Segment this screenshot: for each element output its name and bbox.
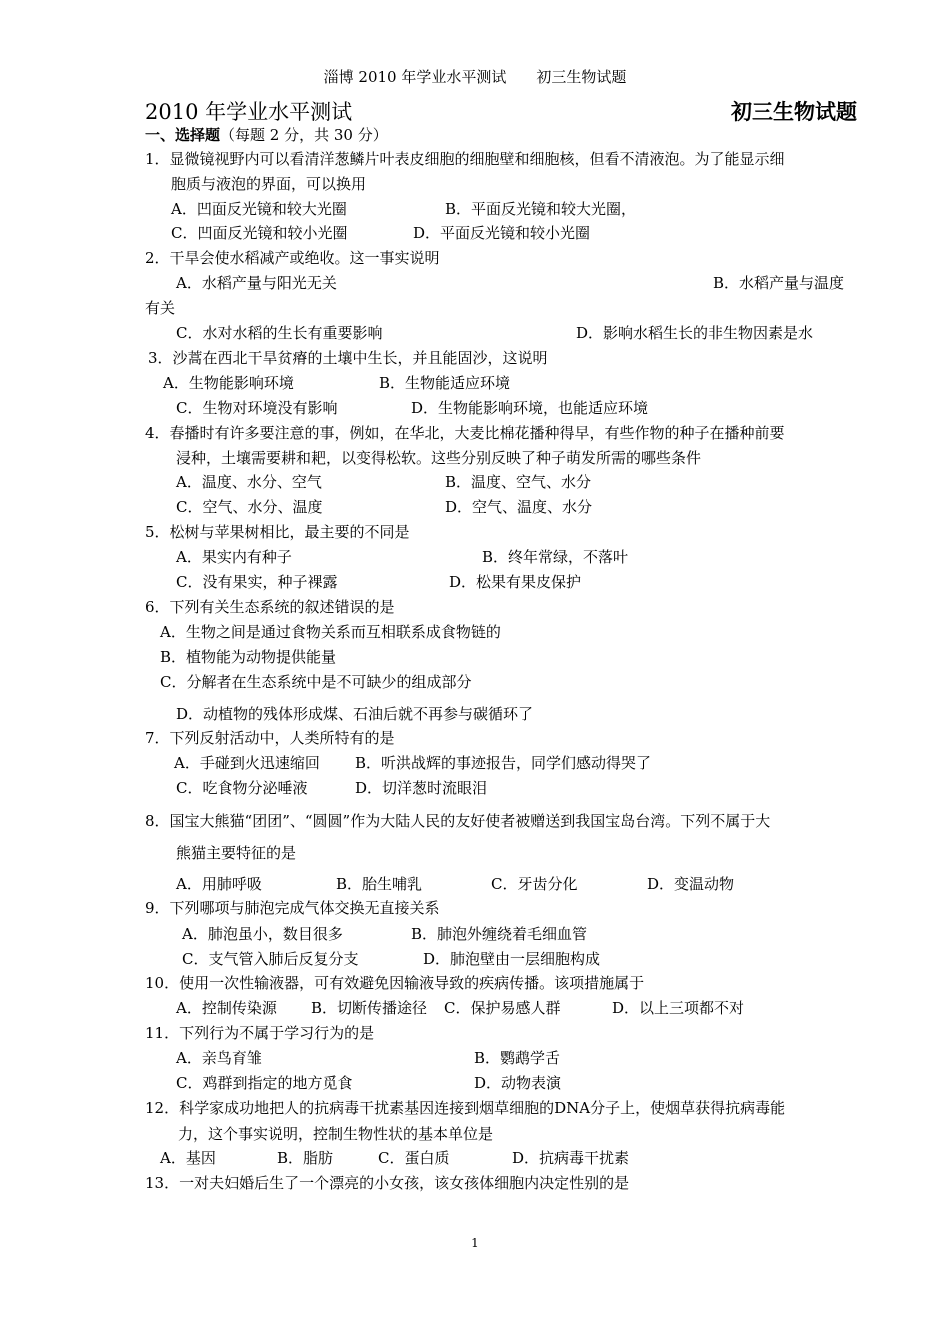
q11-option-b: B．鹦鹉学舌 (474, 1049, 561, 1067)
q7-option-a: A．手碰到火迅速缩回 (174, 754, 320, 772)
q4-option-d: D．空气、温度、水分 (445, 498, 593, 516)
q9-option-a: A．肺泡虽小，数目很多 (182, 925, 343, 943)
q7-option-b: B．听洪战辉的事迹报告，同学们感动得哭了 (355, 754, 652, 772)
q9-option-c: C．支气管入肺后反复分支 (182, 950, 359, 968)
page-header: 淄博 2010 年学业水平测试 初三生物试题 (323, 68, 627, 86)
q5-stem: 5．松树与苹果树相比，最主要的不同是 (145, 523, 410, 541)
q11-option-a: A．亲鸟育雏 (176, 1049, 262, 1067)
q12-option-d: D．抗病毒干扰素 (512, 1149, 630, 1167)
q6-option-b: B．植物能为动物提供能量 (160, 648, 337, 666)
q5-option-c: C．没有果实，种子裸露 (176, 573, 338, 591)
q8-option-c: C．牙齿分化 (491, 875, 578, 893)
q1-option-a: A．凹面反光镜和较大光圈 (171, 200, 347, 218)
q8-option-b: B．胎生哺乳 (336, 875, 423, 893)
q2-option-b-continued: 有关 (145, 299, 176, 317)
q9-stem: 9．下列哪项与肺泡完成气体交换无直接关系 (145, 899, 440, 917)
q7-option-c: C．吃食物分泌唾液 (176, 779, 308, 797)
q5-option-a: A．果实内有种子 (176, 548, 292, 566)
title-right: 初三生物试题 (731, 99, 857, 124)
q1-option-b: B．平面反光镜和较大光圈， (445, 200, 637, 218)
q9-option-b: B．肺泡外缠绕着毛细血管 (411, 925, 588, 943)
q12-option-b: B．脂肪 (277, 1149, 334, 1167)
q11-option-d: D．动物表演 (474, 1074, 562, 1092)
q13-stem: 13．一对夫妇婚后生了一个漂亮的小女孩，该女孩体细胞内决定性别的是 (145, 1174, 630, 1192)
q11-stem: 11．下列行为不属于学习行为的是 (145, 1024, 375, 1042)
q10-option-d: D．以上三项都不对 (612, 999, 745, 1017)
q3-option-b: B．生物能适应环境 (379, 374, 511, 392)
section-label: 一、选择题 (145, 126, 221, 144)
page-number: 1 (471, 1236, 479, 1250)
q3-option-a: A．生物能影响环境 (163, 374, 294, 392)
q2-stem: 2．干旱会使水稻减产或绝收。这一事实说明 (145, 249, 440, 267)
q12-stem-line2: 力，这个事实说明，控制生物性状的基本单位是 (178, 1125, 494, 1143)
section-note: （每题 2 分，共 30 分） (220, 126, 388, 144)
q4-stem-line1: 4．春播时有许多要注意的事，例如，在华北，大麦比棉花播种得早，有些作物的种子在播种前要 (145, 424, 785, 442)
q7-stem: 7．下列反射活动中，人类所特有的是 (145, 729, 395, 747)
q5-option-b: B．终年常绿，不落叶 (482, 548, 629, 566)
q12-stem-line1: 12．科学家成功地把人的抗病毒干扰素基因连接到烟草细胞的DNA分子上，使烟草获得抗病毒能 (145, 1099, 786, 1117)
exam-title (145, 96, 857, 126)
q1-option-c: C．凹面反光镜和较小光圈 (171, 224, 348, 242)
q7-option-d: D．切洋葱时流眼泪 (355, 779, 488, 797)
q8-option-a: A．用肺呼吸 (176, 875, 262, 893)
q10-option-a: A．控制传染源 (176, 999, 277, 1017)
q8-stem-line2: 熊猫主要特征的是 (176, 844, 297, 862)
section-heading (145, 125, 388, 145)
q6-option-a: A．生物之间是通过食物关系而互相联系成食物链的 (160, 623, 501, 641)
q6-option-c: C．分解者在生态系统中是不可缺少的组成部分 (160, 673, 472, 691)
q8-stem-line1: 8．国宝大熊猫“团团”、“圆圆”作为大陆人民的友好使者被赠送到我国宝岛台湾。下列不属于大 (145, 812, 771, 830)
q1-stem-line1: 1．显微镜视野内可以看清洋葱鳞片叶表皮细胞的细胞壁和细胞核，但看不清液泡。为了能显示细 (145, 150, 785, 168)
q2-option-a: A．水稻产量与阳光无关 (176, 274, 337, 292)
q11-option-c: C．鸡群到指定的地方觅食 (176, 1074, 353, 1092)
q1-option-d: D．平面反光镜和较小光圈 (413, 224, 591, 242)
q8-option-d: D．变温动物 (647, 875, 735, 893)
q4-option-b: B．温度、空气、水分 (445, 473, 592, 491)
q2-option-d: D．影响水稻生长的非生物因素是水 (576, 324, 814, 342)
q10-option-b: B．切断传播途径 (311, 999, 428, 1017)
title-left: 2010 年学业水平测试 (145, 100, 353, 124)
q2-option-b: B．水稻产量与温度 (713, 274, 845, 292)
q3-stem: 3．沙蒿在西北干旱贫瘠的土壤中生长，并且能固沙，这说明 (148, 349, 548, 367)
q3-option-c: C．生物对环境没有影响 (176, 399, 338, 417)
q9-option-d: D．肺泡壁由一层细胞构成 (423, 950, 601, 968)
q6-stem: 6．下列有关生态系统的叙述错误的是 (145, 598, 395, 616)
q4-option-a: A．温度、水分、空气 (176, 473, 322, 491)
q5-option-d: D．松果有果皮保护 (449, 573, 582, 591)
q12-option-a: A．基因 (160, 1149, 216, 1167)
q10-option-c: C．保护易感人群 (444, 999, 561, 1017)
q1-stem-line2: 胞质与液泡的界面，可以换用 (171, 175, 367, 193)
q3-option-d: D．生物能影响环境，也能适应环境 (411, 399, 649, 417)
q4-stem-line2: 浸种，土壤需要耕和耙，以变得松软。这些分别反映了种子萌发所需的哪些条件 (176, 449, 702, 467)
q4-option-c: C．空气、水分、温度 (176, 498, 323, 516)
q10-stem: 10．使用一次性输液器，可有效避免因输液导致的疾病传播。该项措施属于 (145, 974, 645, 992)
q6-option-d: D．动植物的残体形成煤、石油后就不再参与碳循环了 (176, 705, 534, 723)
q2-option-c: C．水对水稻的生长有重要影响 (176, 324, 383, 342)
q12-option-c: C．蛋白质 (378, 1149, 450, 1167)
